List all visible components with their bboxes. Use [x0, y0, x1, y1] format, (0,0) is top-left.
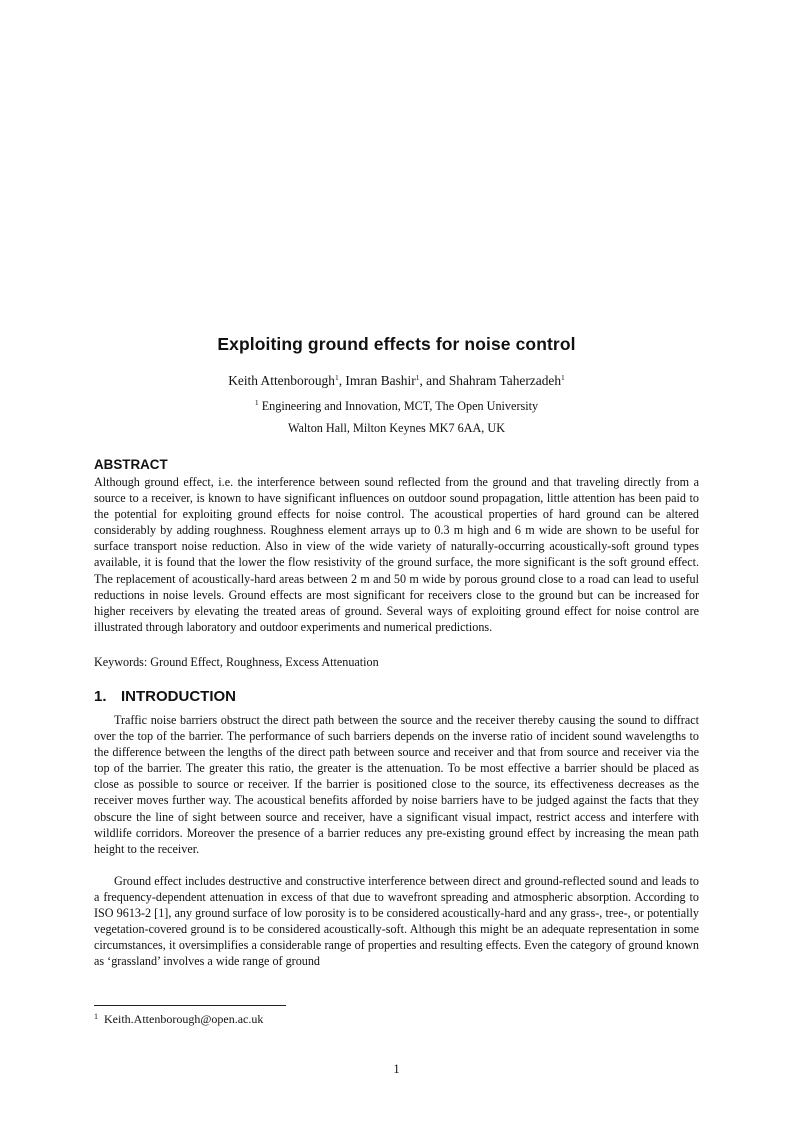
footnote-marker: 1	[94, 1012, 98, 1021]
author-list	[0, 373, 793, 389]
affiliation-text: Engineering and Innovation, MCT, The Open University	[261, 399, 539, 413]
footnote-email: Keith.Attenborough@open.ac.uk	[104, 1012, 264, 1026]
author-name: , and Shahram Taherzadeh	[419, 373, 562, 388]
affiliation-marker: 1	[561, 373, 565, 382]
author-name: , Imran Bashir	[338, 373, 416, 388]
paper-title: Exploiting ground effects for noise control	[217, 334, 576, 354]
author-name: Keith Attenborough	[228, 373, 335, 388]
affiliation-line-2: Walton Hall, Milton Keynes MK7 6AA, UK	[287, 421, 506, 435]
affiliation-line-1	[0, 398, 793, 414]
section-title: INTRODUCTION	[121, 688, 236, 705]
abstract-text: Although ground effect, i.e. the interference between sound reflected from the ground and that traveling directly from a source to a receiver, is known to have significant influences on outdoor sound propagation, little attention has been paid to the potential for exploiting ground effects for noise control. The acoustical properties of hard ground can be altered considerably by adding roughness. Roughness element arrays up to 0.3 m high and 6 m wide are shown to be useful for surface transport noise reduction. Also in view of the wide variety of naturally-occurring acoustically-soft ground types available, it is found that the lower the flow resistivity of the ground surface, the more significant is the soft ground effect. The replacement of acoustically-hard areas between 2 m and 50 m wide by porous ground close to a road can lead to useful reductions in noise levels. Ground effects are most significant for receivers close to the ground but can be increased for higher receivers by elevating the treated areas of ground. Several ways of exploiting ground effect for noise control are illustrated through laboratory and outdoor experiments and numerical predictions.	[94, 475, 699, 634]
section-heading-introduction	[94, 688, 236, 705]
footnote-divider	[94, 1005, 286, 1006]
abstract-heading: ABSTRACT	[94, 457, 168, 472]
affiliation-marker: 1	[415, 373, 420, 382]
intro-paragraph-2: Ground effect includes destructive and constructive interference between direct and ground-reflected sound and leads to a frequency-dependent attenuation in excess of that due to wavefront spreading and atmospheric absorption. According to ISO 9613-2 [1], any ground surface of low porosity is to be considered acoustically-hard and any grass-, tree-, or potentially vegetation-covered ground is to be considered acoustically-soft. Although this might be an adequate representation in some circumstances, it oversimplifies a considerable range of properties and resulting effects. Even the category of ground known as ‘grassland’ involves a wide range of ground	[94, 874, 699, 969]
affiliation-marker: 1	[254, 398, 259, 407]
footnote	[94, 1012, 263, 1027]
page-number: 1	[393, 1062, 400, 1076]
intro-paragraph-1: Traffic noise barriers obstruct the direct path between the source and the receiver thereby causing the sound to diffract over the top of the barrier. The performance of such barriers depends on the inverse ratio of incident sound wavelengths to the difference between the lengths of the direct path between source and receiver and that from source and receiver via the top of the barrier. The greater this ratio, the greater is the attenuation. To be most effective a barrier should be placed as close as possible to source or receiver. If the barrier is positioned close to the source, its effectiveness decreases as the receiver moves further way. The acoustical benefits afforded by noise barriers have to be judged against the facts that they obscure the line of sight between source and receiver, have a significant visual impact, restrict access and interfere with wildlife corridors. Moreover the presence of a barrier reduces any pre-existing ground effect by increasing the mean path height to the receiver.	[94, 713, 699, 856]
section-number: 1.	[94, 688, 107, 705]
keywords: Keywords: Ground Effect, Roughness, Excess Attenuation	[94, 655, 379, 669]
affiliation-marker: 1	[334, 373, 339, 382]
